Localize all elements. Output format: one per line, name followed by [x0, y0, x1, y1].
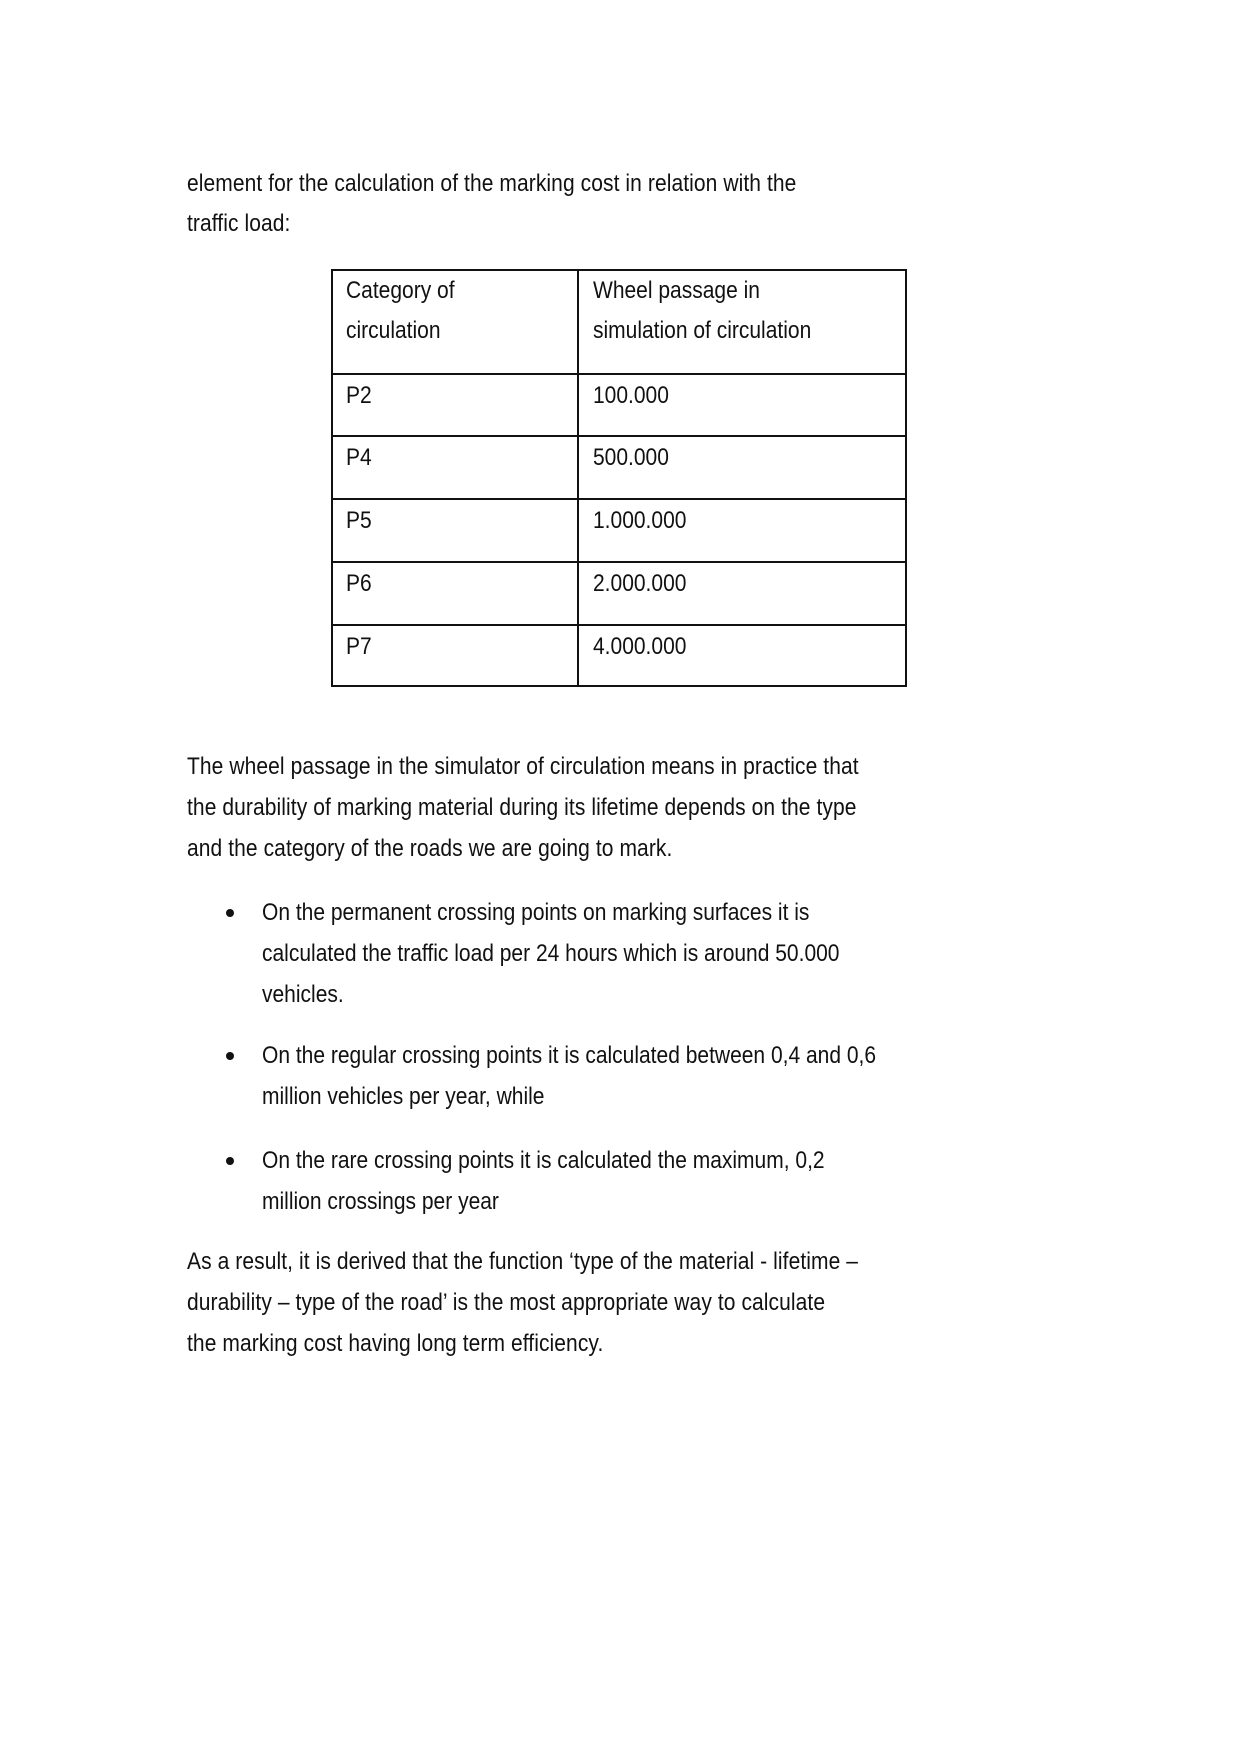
row-divider [333, 498, 905, 500]
paragraph-line: and the category of the roads we are going to mark. [187, 835, 673, 862]
row-divider [333, 373, 905, 375]
list-item-line: On the rare crossing points it is calculated the maximum, 0,2 [262, 1147, 825, 1174]
wheel-passage-cell: 4.000.000 [593, 633, 687, 660]
header-wheel-passage-line: simulation of circulation [593, 317, 812, 344]
category-cell: P7 [346, 633, 372, 660]
wheel-passage-cell: 2.000.000 [593, 570, 687, 597]
list-item-line: calculated the traffic load per 24 hours which is around 50.000 [262, 940, 840, 967]
row-divider [333, 435, 905, 437]
wheel-passage-cell: 500.000 [593, 444, 669, 471]
category-cell: P2 [346, 382, 372, 409]
list-item-line: vehicles. [262, 981, 344, 1008]
category-cell: P4 [346, 444, 372, 471]
paragraph-line: the durability of marking material during its lifetime depends on the type [187, 794, 857, 821]
list-item-line: On the regular crossing points it is calculated between 0,4 and 0,6 [262, 1042, 877, 1069]
circulation-table [331, 269, 907, 687]
row-divider [333, 561, 905, 563]
intro-line: element for the calculation of the marking cost in relation with the [187, 170, 797, 197]
paragraph-line: As a result, it is derived that the function ‘type of the material - lifetime – [187, 1248, 859, 1275]
wheel-passage-cell: 1.000.000 [593, 507, 687, 534]
row-divider [333, 624, 905, 626]
bullet-dot-icon [226, 1052, 234, 1060]
paragraph-line: the marking cost having long term efficiency. [187, 1330, 604, 1357]
paragraph-line: The wheel passage in the simulator of circulation means in practice that [187, 753, 859, 780]
column-divider [577, 271, 579, 685]
list-item-line: On the permanent crossing points on marking surfaces it is [262, 899, 810, 926]
category-cell: P5 [346, 507, 372, 534]
paragraph-line: durability – type of the road’ is the most appropriate way to calculate [187, 1289, 826, 1316]
header-wheel-passage-line: Wheel passage in [593, 277, 760, 304]
bullet-dot-icon [226, 909, 234, 917]
bullet-dot-icon [226, 1157, 234, 1165]
wheel-passage-cell: 100.000 [593, 382, 669, 409]
intro-line: traffic load: [187, 210, 291, 237]
list-item-line: million crossings per year [262, 1188, 499, 1215]
header-category-line: circulation [346, 317, 441, 344]
category-cell: P6 [346, 570, 372, 597]
header-category-line: Category of [346, 277, 455, 304]
list-item-line: million vehicles per year, while [262, 1083, 545, 1110]
